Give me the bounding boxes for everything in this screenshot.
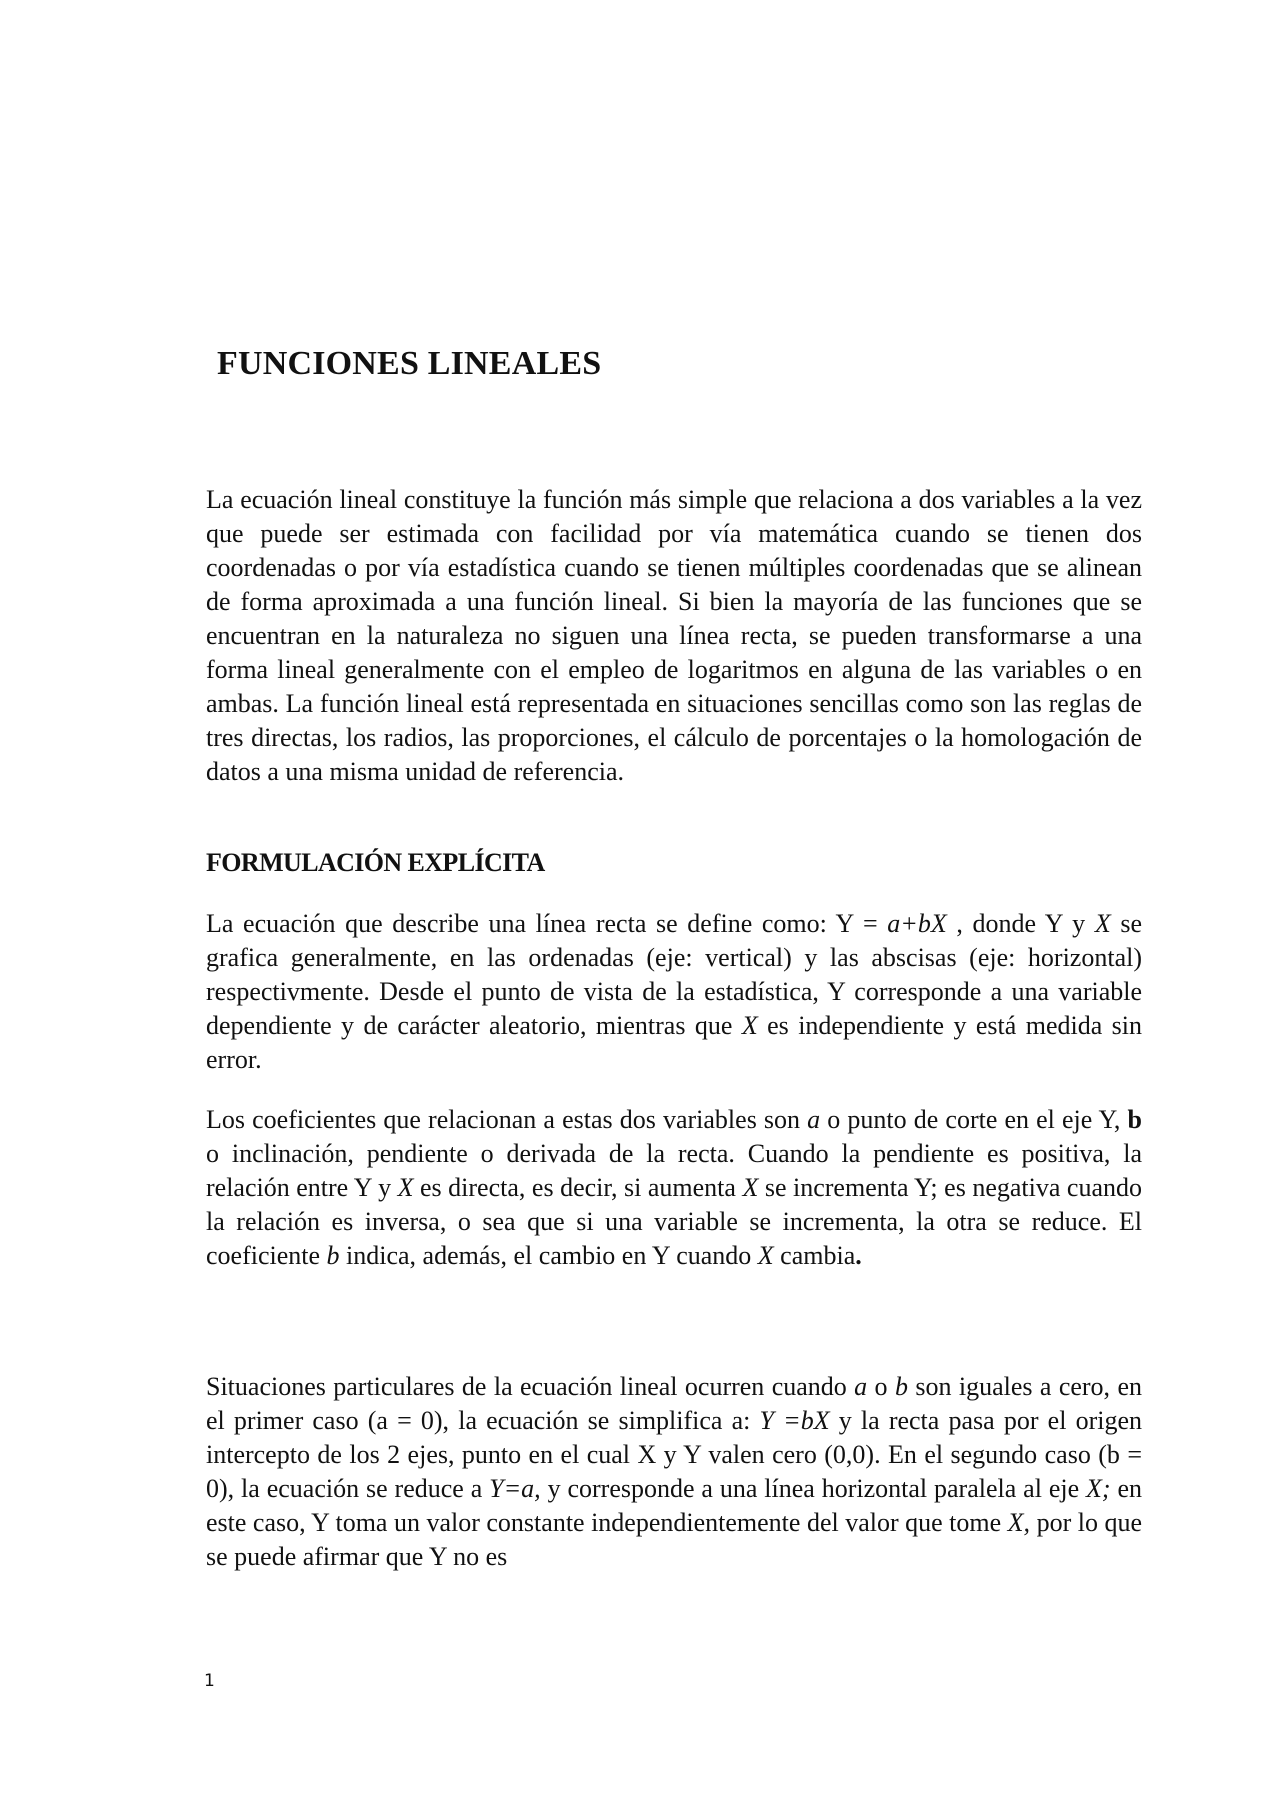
section-paragraph-2: Los coeficientes que relacionan a estas dos variables son a o punto de corte en el eje Y, b o inclinación, pendiente o derivada de la recta. Cuando la pendiente es positiva, la relación entre Y y X es directa, es decir, si aumenta X se incrementa Y; es negativa cuando la relación es inversa, o sea que si una variable se incrementa, la otra se reduce. El coeficiente b indica, además, el cambio en Y cuando X cambia.	[206, 1105, 1142, 1270]
page-number: 1	[204, 1671, 215, 1691]
section-paragraph-1: La ecuación que describe una línea recta se define como: Y = a+bX , donde Y y X se grafica generalmente, en las ordenadas (eje: vertical) y las abscisas (eje: horizontal) respectivmente. Desde el punto de vista de la estadística, Y corresponde a una variable dependiente y de carácter aleatorio, mientras que X es independiente y está medida sin error.	[206, 909, 1143, 1074]
page-title: FUNCIONES LINEALES	[217, 345, 602, 382]
section-heading: FORMULACIÓN EXPLÍCITA	[206, 848, 545, 877]
intro-paragraph: La ecuación lineal constituye la función más simple que relaciona a dos variables a la vez que puede ser estimada con facilidad por vía matemática cuando se tienen dos coordenadas o por vía estadística cuando se tienen múltiples coordenadas que se alinean de forma aproximada a una función lineal. Si bien la mayoría de las funciones que se encuentran en la naturaleza no siguen una línea recta, se pueden transformarse a una forma lineal generalmente con el empleo de logaritmos en alguna de las variables o en ambas. La función lineal está representada en situaciones sencillas como son las reglas de tres directas, los radios, las proporciones, el cálculo de porcentajes o la homologación de datos a una misma unidad de referencia.	[206, 485, 1142, 786]
equation: a+bX	[887, 909, 947, 938]
section-paragraph-3: Situaciones particulares de la ecuación lineal ocurren cuando a o b son iguales a cero, en el primer caso (a = 0), la ecuación se simplifica a: Y =bX y la recta pasa por el origen intercepto de los 2 ejes, punto en el cual X y Y valen cero (0,0). En el segundo caso (b = 0), la ecuación se reduce a Y=a, y corresponde a una línea horizontal paralela al eje X; en este caso, Y toma un valor constante independientemente del valor que tome X, por lo que se puede afirmar que Y no es	[206, 1372, 1142, 1571]
